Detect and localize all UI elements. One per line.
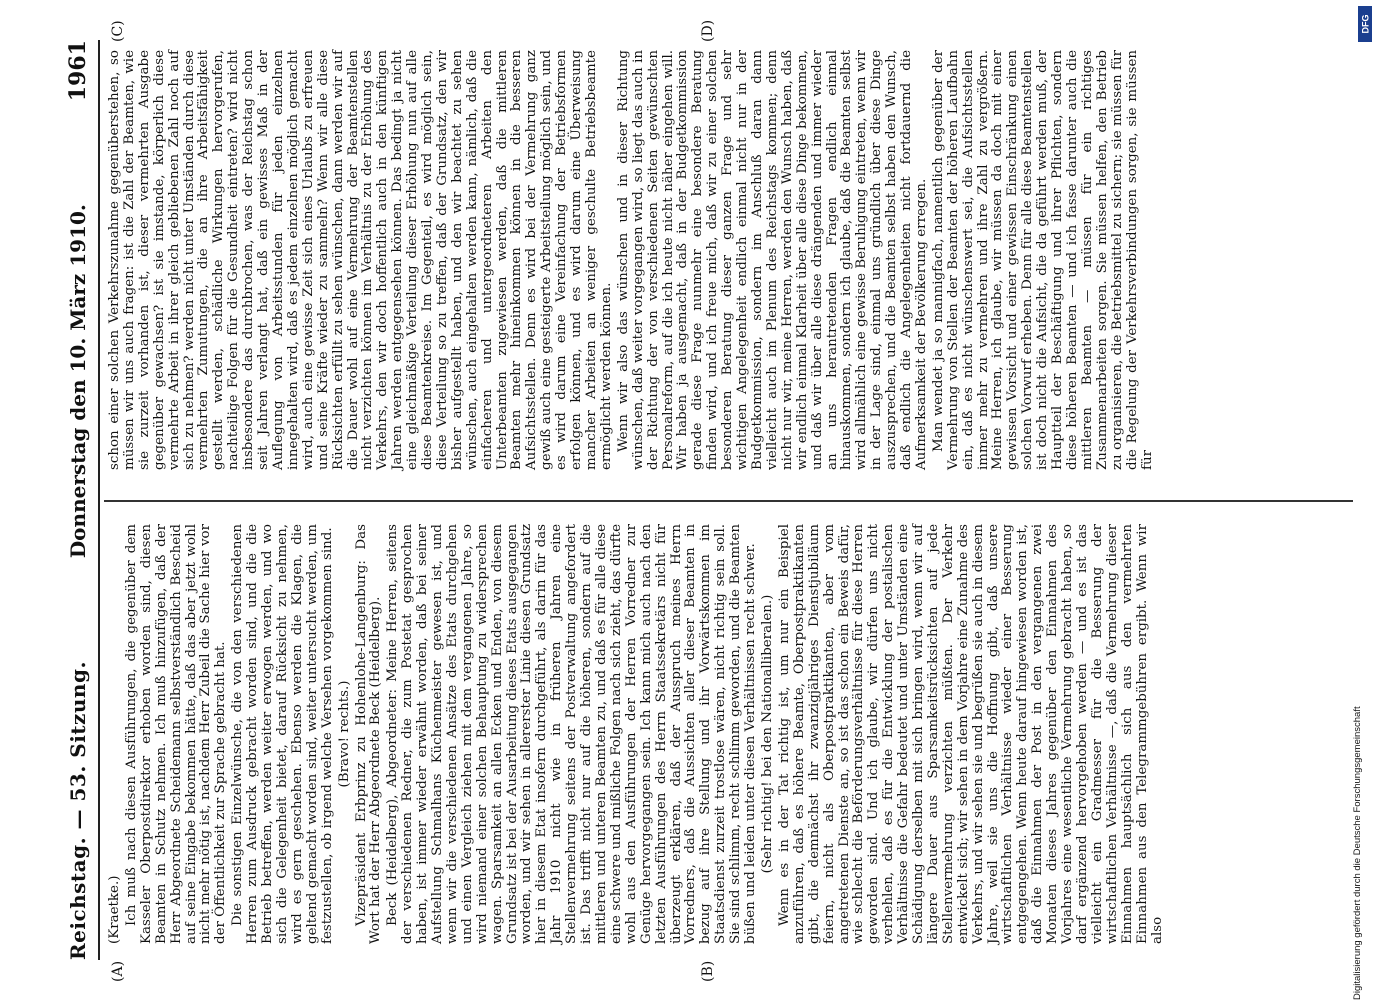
page-number: 1961	[65, 40, 91, 102]
header-date: Donnerstag den 10. März 1910.	[66, 204, 90, 559]
header-rule	[98, 40, 100, 960]
paragraph: (Kraetke.)	[107, 875, 122, 944]
dfg-logo-text: DFG	[1360, 14, 1370, 34]
header-left: Reichstag. — 53. Sitzung.	[66, 661, 90, 960]
dfg-logo	[1358, 6, 1372, 42]
paragraph: Wenn es in der Tat richtig ist, um nur ein Beispiel anzuführen, daß es höhere Beamte, Oberpostpraktikanten gibt, die demnächst ihr zwanzigjähriges Dienstjubiläum feiern, nicht als Oberpostpraktikanten, aber vom angetretenen Dienste an, so ist das schon ein Beweis dafür, wie schlecht die Beförderungsverhältnisse für diese Herren geworden sind. Und ich glaube, wir dürfen uns nicht verhehlen, daß es für die Entwicklung der postalischen Verhältnisse die Gefahr bedeutet und unter Umständen eine Schädigung derselben mit sich bringen wird, wenn wir auf längere Dauer aus Sparsamkeitsrücksichten auf jede Stellenvermehrung verzichten müßten. Der Verkehr entwickelt sich; wir sehen in dem Vorjahre eine Zunahme des Verkehrs, und wir sehen sie und begrüßen sie auch in diesem Jahre, weil sie uns die Hoffnung gibt, daß unsere wirtschaftlichen Verhältnisse wieder einer Besserung entgegengehen. Wenn heute darauf hingewiesen worden ist, daß die Einnahmen der Post in den vergangenen zwei Monaten dieses Jahres gegenüber den Einnahmen des Vorjahres eine wesentliche Vermehrung gebracht haben, so darf ergänzend hervorgehoben werden — und es ist das vielleicht ein Gradmesser für die Besserung der wirtschaftlichen Verhältnisse —, daß die Vermehrung dieser Einnahmen hauptsächlich sich aus den vermehrten Einnahmen aus den Telegrammgebühren ergibt. Wenn wir also	[776, 524, 1165, 944]
margin-marker-d: (D)	[700, 19, 716, 42]
paragraph: (Bravo! rechts.)	[336, 680, 352, 788]
column-divider	[104, 500, 1353, 502]
left-column	[108, 524, 1167, 944]
paragraph: (Sehr richtig! bei den Nationalliberalen.)	[759, 594, 775, 874]
paragraph: Vizepräsident Erbprinz zu Hohenlohe-Langenburg: Das Wort hat der Herr Abgeordnete Beck (Heidelberg).	[353, 524, 384, 944]
paragraph: Man wendet ja so mannigfach, namentlich gegenüber der Vermehrung von Stellen der Beamten der höheren Laufbahn ein, daß es nicht wünschenswert sei, die Aufsichtsstellen immer mehr zu vermehren und ihre Zahl zu vergrößern. Meine Herren, ich glaube, wir müssen da doch mit einer gewissen Vorsicht und einer gewissen Einschränkung einen solchen Vorwurf erheben. Denn für alle diese Beamtenstellen ist doch nicht die Aufsicht, die da geführt werden muß, der Hauptteil der Beschäftigung und ihrer Pflichten, sondern diese höheren Beamten — und ich fasse darunter auch die mittleren Beamten — müssen für ein richtiges Zusammenarbeiten sorgen. Sie müssen helfen, den Betrieb zu organisieren, die Betriebsmittel zu sichern; sie müssen für die Regelung der Verkehrsverbindungen sorgen, sie müssen für	[930, 50, 1155, 470]
paragraph: Die sonstigen Einzelwünsche, die von den verschiedenen Herren zum Ausdruck gebracht worden sind, und die die Betrieb betreffen, werden weiter erwogen werden, und wo sich die Gelegenheit bietet, darauf Rücksicht zu nehmen, wird es gern geschehen. Ebenso werden die Klagen, die geltend gemacht worden sind, weiter untersucht werden, um festzustellen, ob irgend welche Versehen vorgekommen sind.	[230, 524, 335, 944]
paragraph: Beck (Heidelberg), Abgeordneter: Meine Herren, seitens der verschiedenen Redner, die zum Postetat gesprochen haben, ist immer wieder erwähnt worden, daß bei seiner Aufstellung Schmalhans Küchenmeister gewesen ist, und wenn wir die verschiedenen Ansätze des Etats durchgehen und einen Vergleich ziehen mit dem vergangenen Jahre, so wird niemand einer solchen Behauptung zu widersprechen wagen. Sparsamkeit an allen Ecken und Enden, von diesem Grundsatz ist bei der Ausarbeitung dieses Etats ausgegangen worden, und wir sehen in allererster Linie diesen Grundsatz hier in diesem Etat insofern durchgeführt, als darin für das Jahr 1910 nicht wie in früheren Jahren eine Stellenvermehrung seitens der Postverwaltung angefordert ist. Das trifft nicht nur auf die höheren, sondern auf die mittleren und unteren Beamten zu, und daß es für alle diese eine schwere und mißliche Folgen nach sich zieht, das dürfte wohl aus den Ausführungen der Herren Vorredner zur Genüge hervorgegangen sein. Ich kann mich auch nach den letzten Ausführungen des Herrn Staatssekretärs nicht für überzeugt erklären, daß der Ausspruch meines Herrn Vorredners, daß die Aussichten aller dieser Beamten in bezug auf ihre Stellung und ihr Vorwärtskommen im Staatsdienst zurzeit trostlose wären, nicht richtig sein soll. Sie sind schlimm, recht schlimm geworden, und die Beamten büßen und leiden unter diesen Verhältnissen recht schwer.	[385, 524, 759, 944]
page-header	[60, 40, 96, 960]
paragraph: Ich muß nach diesen Ausführungen, die gegenüber dem Kasseler Oberpostdirektor erhoben worden sind, diesen Beamten in Schutz nehmen. Ich muß hinzufügen, daß der Herr Abgeordnete Scheidemann selbstverständlich Bescheid auf seine Eingabe bekommen hätte, daß das aber jetzt wohl nicht mehr nötig ist, nachdem Herr Zubeil die Sache hier vor der Öffentlichkeit zur Sprache gebracht hat.	[123, 524, 229, 944]
margin-marker-a: (A)	[110, 960, 126, 982]
paragraph: schon einer solchen Verkehrszunahme gegenüberstehen, so müssen wir uns auch fragen: ist die Zahl der Beamten, wie sie zurzeit vorhanden ist, dieser vermehrten Ausgabe gegenüber gewachsen? ist sie imstande, körperlich diese vermehrte Arbeit in ihrer gleich gebliebenen Zahl noch auf sich zu nehmen? werden nicht unter Umständen durch diese vermehrten Zumutungen, die an ihre Arbeitsfähigkeit gestellt werden, schädliche Wirkungen hervorgerufen, nachteilige Folgen für die Gesundheit eintreten? wird nicht insbesondere das durchbrochen, was der Reichstag schon seit Jahren verlangt hat, daß ein gewisses Maß in der Auflegung von Arbeitsstunden für jeden einzelnen innegehalten wird, daß es jedem einzelnen möglich gemacht wird, auch eine gewisse Zeit sich eines Urlaubs zu erfreuen und seine Kräfte wieder zu sammeln? Wenn wir alle diese Rücksichten erfüllt zu sehen wünschen, dann werden wir auf die Dauer wohl auf eine Vermehrung der Beamtenstellen nicht verzichten können im Verhältnis zu der Erhöhung des Verkehrs, den wir doch hoffentlich auch in den künftigen Jahren werden entgegensehen können. Das bedingt ja nicht eine gleichmäßige Verteilung dieser Erhöhung nun auf alle diese Beamtenkreise. Im Gegenteil, es wird möglich sein, diese Verteilung so zu treffen, daß der Grundsatz, den wir bisher aufgestellt haben, und den wir beachtet zu sehen wünschen, auch eingehalten werden kann, nämlich, daß die einfacheren und untergeordneteren Arbeiten den Unterbeamten zugewiesen werden, daß die mittleren Beamten mehr hineinkommen können in die besseren Aufsichtsstellen. Denn es wird bei der Vermehrung ganz gewiß auch eine gesteigerte Arbeitsteilung möglich sein, und es wird darum eine Vereinfachung der Betriebsformen erfolgen können, und es wird darum eine Überweisung mancher Arbeiten an weniger geschulte Betriebsbeamte ermöglicht werden können.	[107, 50, 614, 470]
margin-marker-b: (B)	[700, 960, 716, 982]
margin-marker-c: (C)	[110, 20, 126, 42]
paragraph: Wenn wir also das wünschen und in dieser Richtung wünschen, daß weiter vorgegangen wird, so liegt das auch in der Richtung der von verschiedenen Seiten gewünschten Personalreform, auf die ich heute nicht näher eingehen will. Wir haben ja ausgemacht, daß in der Budgetkommission gerade diese Frage nunmehr eine besondere Beratung finden wird, und ich freue mich, daß wir zu einer solchen besonderen Beratung dieser ganzen Frage und sehr wichtigen Angelegenheit endlich einmal nicht nur in der Budgetkommission, sondern im Anschluß daran dann vielleicht auch im Plenum des Reichstags kommen; denn nicht nur wir, meine Herren, werden den Wunsch haben, daß wir endlich einmal Klarheit über alle diese Dinge bekommen, und daß wir über alle diese drängenden und immer wieder an uns herantretenden Fragen endlich einmal hinauskommen, sondern ich glaube, daß die Beamten selbst wird allmählich eine gewisse Beruhigung eintreten, wenn wir in der Lage sind, einmal uns gründlich über diese Dinge auszusprechen, und die Beamten selbst haben den Wunsch, daß endlich die Angelegenheiten nicht fortdauernd die Aufmerksamkeit der Bevölkerung erregen.	[615, 50, 929, 470]
right-column	[108, 50, 1157, 470]
digitization-credit: Digitalisierung gefördert durch die Deutsche Forschungsgemeinschaft	[1352, 706, 1363, 1000]
